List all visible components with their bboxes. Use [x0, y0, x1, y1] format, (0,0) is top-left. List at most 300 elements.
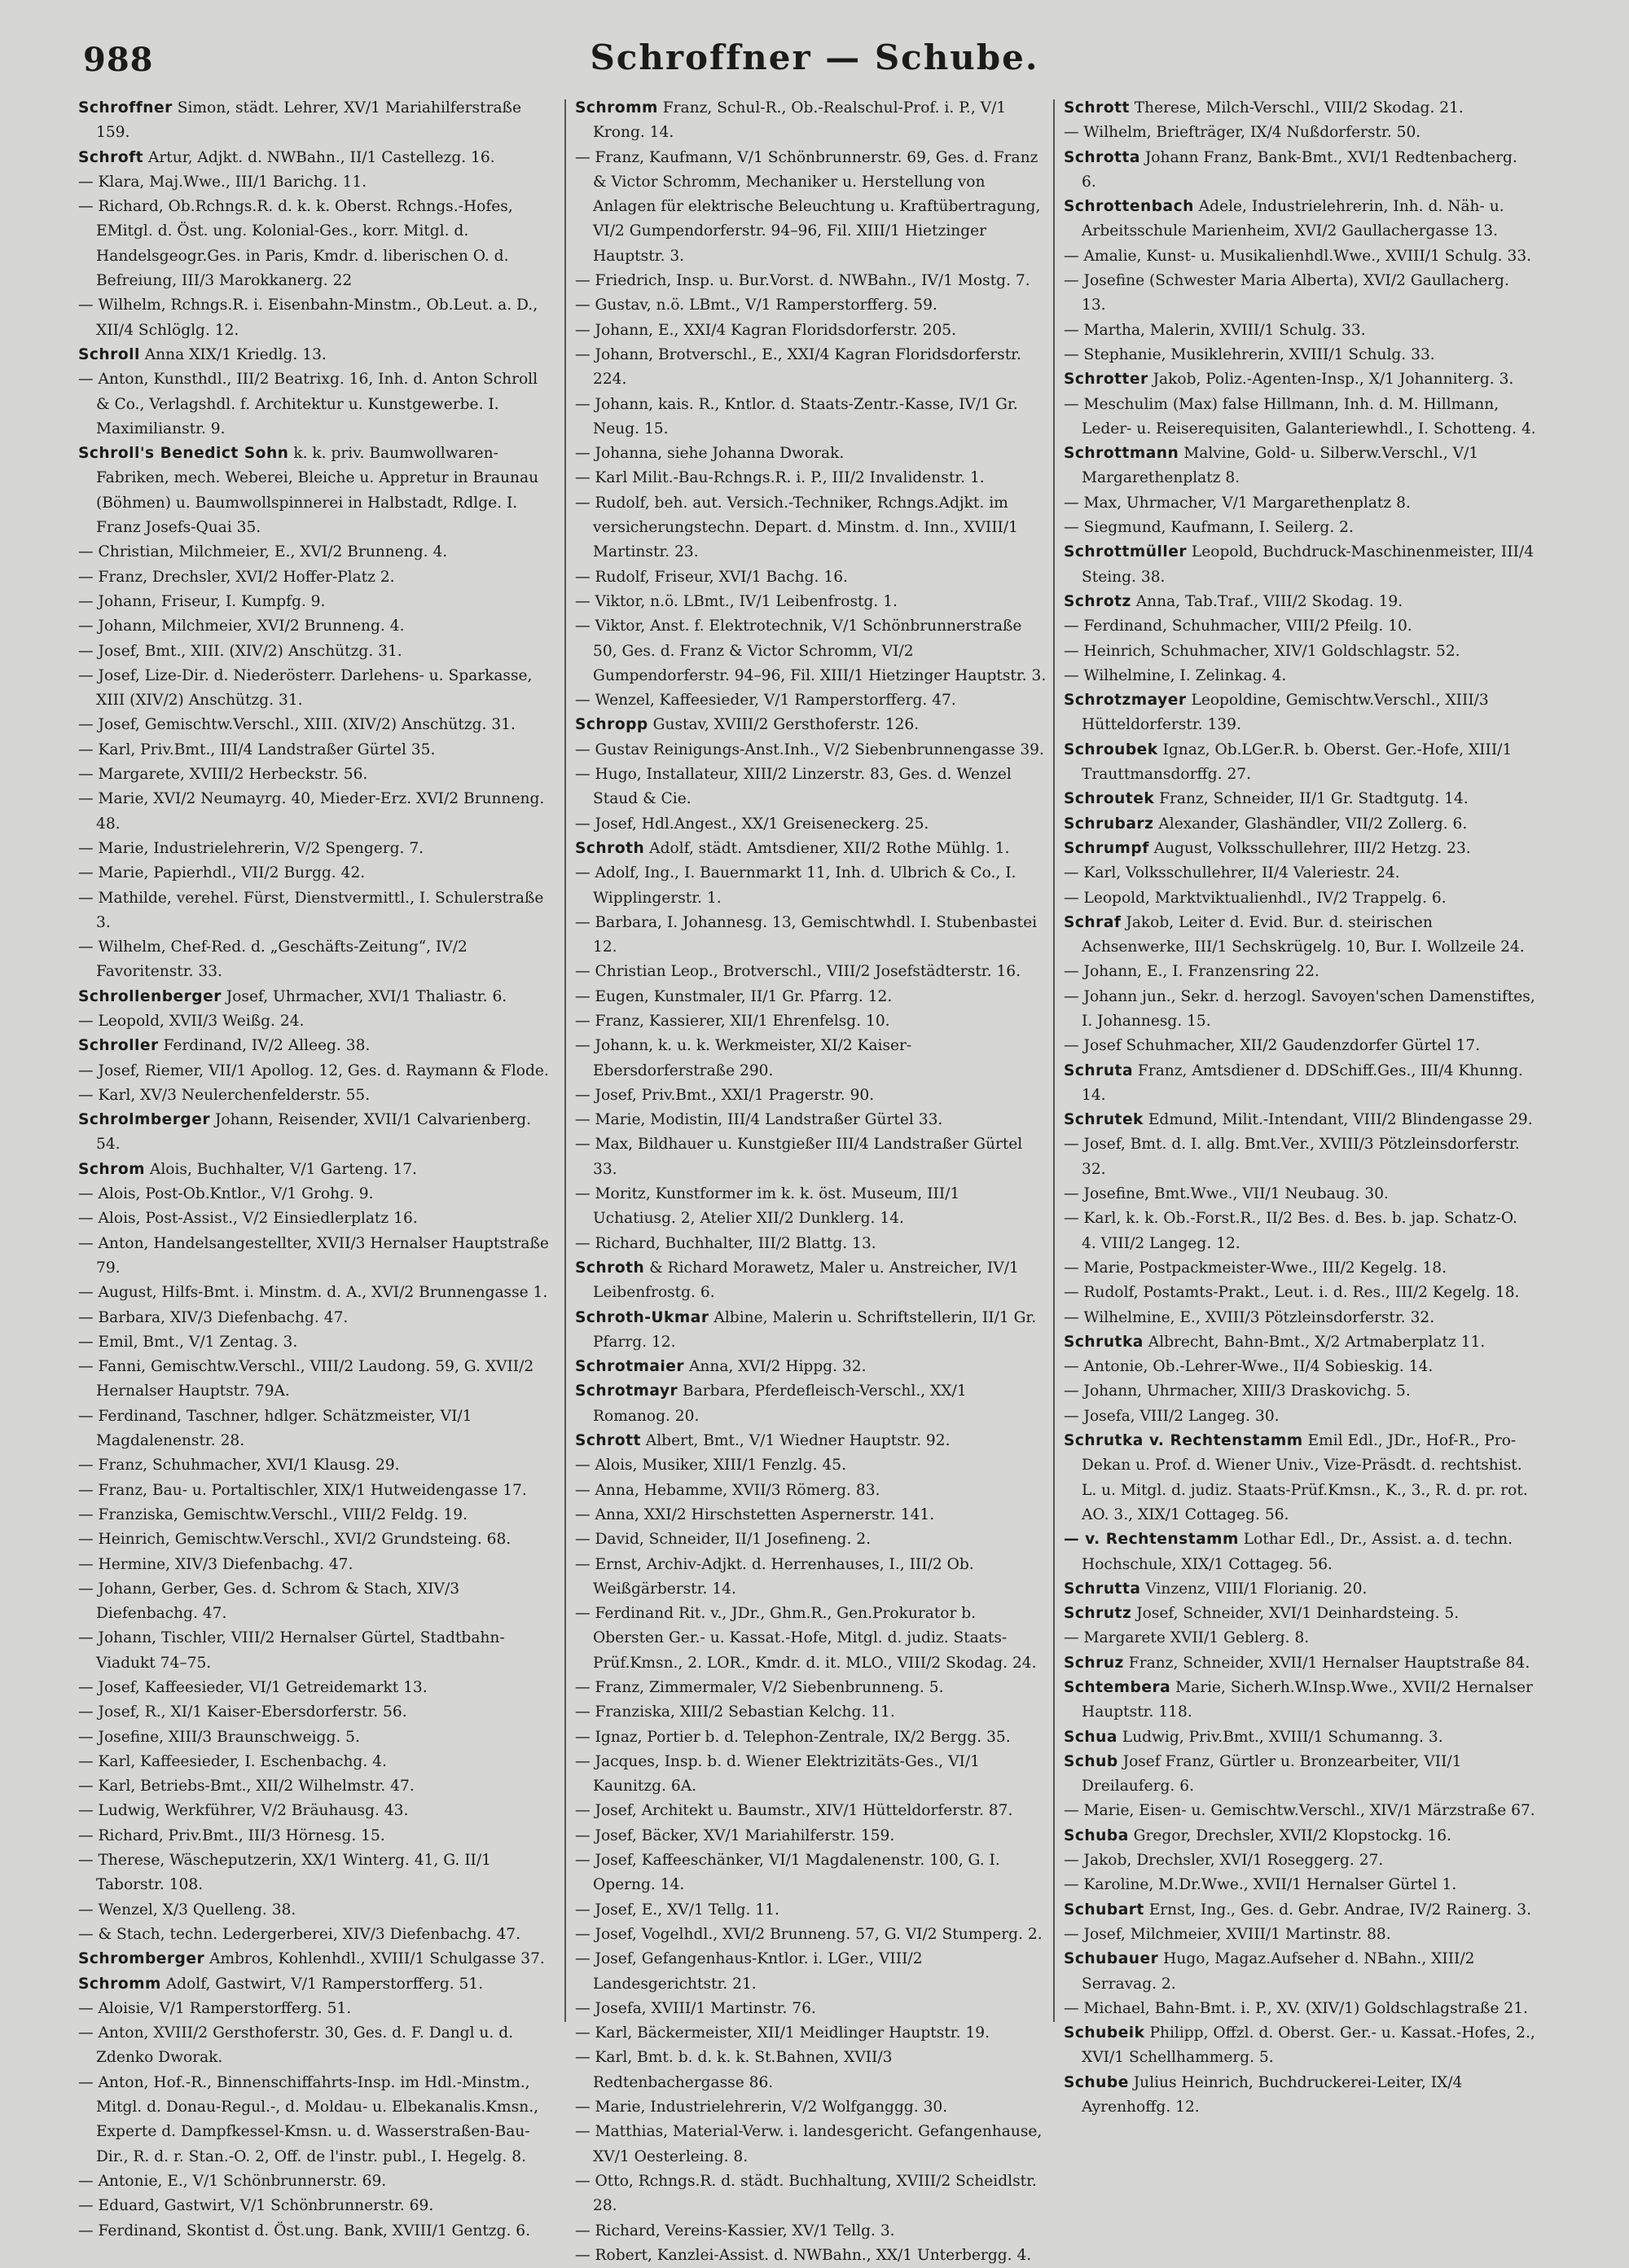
entry-text: — Antonie, E., V/1 Schönbrunnerstr. 69. — [78, 2172, 387, 2190]
entry-surname: Schromberger — [78, 1950, 205, 1968]
entry-text: — Anton, XVIII/2 Gersthoferstr. 30, Ges. d. F. Dangl u. d. Zdenko Dworak. — [78, 2024, 514, 2067]
directory-entry — [575, 738, 1047, 763]
directory-entry — [575, 565, 1047, 590]
directory-entry — [575, 269, 1047, 293]
directory-entry — [78, 1083, 551, 1108]
entry-text: — Franziska, Gemischtw.Verschl., VIII/2 Feldg. 19. — [78, 1505, 468, 1523]
entry-text: — Karl, Bäckermeister, XII/1 Meidlinger Hauptstr. 19. — [575, 2024, 990, 2042]
entry-text: — Josef, Kaffeesieder, VI/1 Getreidemarkt 13. — [78, 1679, 428, 1696]
entry-surname: Schromm — [78, 1975, 161, 1993]
directory-entry — [575, 96, 1047, 146]
entry-text: — Anna, Hebamme, XVII/3 Römerg. 83. — [575, 1481, 880, 1499]
entry-text: — Johann, Brotverschl., E., XXI/4 Kagran Floridsdorferstr. 224. — [575, 345, 1021, 389]
entry-text: — Johann, Gerber, Ges. d. Schrom & Stach, XIV/3 Diefenbachg. 47. — [78, 1580, 460, 1623]
directory-entry — [575, 1824, 1047, 1848]
directory-entry — [78, 640, 551, 664]
entry-text: & Richard Morawetz, Maler u. Anstreicher, IV/1 Leibenfrostg. 6. — [593, 1259, 1019, 1302]
directory-entry — [1064, 1799, 1536, 1823]
entry-text: — Antonie, Ob.-Lehrer-Wwe., II/4 Sobieskig. 14. — [1064, 1358, 1434, 1376]
entry-text: Leopoldine, Gemischtw.Verschl., XIII/3 Hütteldorferstr. 139. — [1082, 692, 1489, 734]
entry-text: Jakob, Leiter d. Evid. Bur. d. steirischen Achsenwerke, III/1 Sechskrügelg. 10, Bur. I. Wollzeile 24. — [1082, 913, 1525, 956]
entry-text: — Jacques, Insp. b. d. Wiener Elektrizitäts-Ges., VI/1 Kaunitzg. 6A. — [575, 1752, 980, 1796]
directory-entry — [1064, 1108, 1536, 1132]
directory-entry — [575, 614, 1047, 688]
entry-surname: Schrottenbach — [1064, 198, 1194, 216]
directory-entry — [575, 1848, 1047, 1898]
directory-entry — [78, 1182, 551, 1207]
entry-text: — Leopold, XVII/3 Weißg. 24. — [78, 1012, 305, 1030]
directory-entry — [1064, 516, 1536, 540]
entry-surname: Schroft — [78, 148, 144, 166]
entry-text: Alois, Buchhalter, V/1 Garteng. 17. — [144, 1160, 417, 1178]
entry-surname: Schrottmüller — [1064, 543, 1188, 561]
directory-entry — [1064, 146, 1536, 196]
directory-entry — [575, 1256, 1047, 1306]
directory-entry — [1064, 590, 1536, 614]
entry-text: — Viktor, n.ö. LBmt., IV/1 Leibenfrostg. 1. — [575, 592, 898, 610]
directory-entry — [78, 1034, 551, 1058]
entry-text: Albert, Bmt., V/1 Wiedner Hauptstr. 92. — [640, 1432, 951, 1450]
entry-surname: Schrotmayr — [575, 1382, 678, 1400]
entry-text: — Therese, Wäscheputzerin, XX/1 Winterg. 41, G. II/1 Taborstr. 108. — [78, 1852, 491, 1894]
directory-entry — [1064, 787, 1536, 811]
directory-entry — [78, 1281, 551, 1305]
entry-text: — Ferdinand Rit. v., JDr., Ghm.R., Gen.Prokurator b. Obersten Ger.- u. Kassat.-Hofe, Mitgl. d. judiz. Staats-Prüf.Kmsn., 2. LOR., Kmdr. d. it. MLO., VIII/2 Skodag. 24. — [575, 1605, 1037, 1672]
directory-entry — [575, 343, 1047, 393]
entry-text: — & Stach, techn. Ledergerberei, XIV/3 Diefenbachg. 47. — [78, 1925, 521, 1943]
directory-entry — [78, 1479, 551, 1503]
directory-entry — [78, 1626, 551, 1676]
entry-text: — Franz, Kaufmann, V/1 Schönbrunnerstr. 69, Ges. d. Franz & Victor Schromm, Mechaniker u. Herstellung von Anlagen für elektrische Beleuchtung u. Kraftübertragung, VI/2 Gumpendorferstr. 94–96, Fil. XIII/1 Hietzinger Hauptstr. 3. — [575, 148, 1041, 265]
entry-text: Anna, XVI/2 Hippg. 32. — [684, 1358, 867, 1376]
directory-entry — [78, 1404, 551, 1454]
column-2 — [575, 96, 1047, 2264]
directory-entry — [78, 195, 551, 293]
column-3 — [1064, 96, 1536, 2116]
entry-text: — Wilhelmine, I. Zelinkag. 4. — [1064, 666, 1287, 684]
entry-text: — Max, Uhrmacher, V/1 Margarethenplatz 8. — [1064, 494, 1411, 512]
directory-entry — [1064, 1824, 1536, 1848]
directory-entry — [1064, 1626, 1536, 1650]
entry-text: — Margarete XVII/1 Geblerg. 8. — [1064, 1629, 1310, 1647]
entry-text: — Josef, Gefangenhaus-Kntlor. i. LGer., VIII/2 Landesgerichtstr. 21. — [575, 1950, 923, 1993]
entry-text: — Max, Bildhauer u. Kunstgießer III/4 Landstraßer Gürtel 33. — [575, 1136, 1023, 1178]
entry-text: — Adolf, Ing., I. Bauernmarkt 11, Inh. d. Ulbrich & Co., I. Wipplingerstr. 1. — [575, 864, 1016, 907]
entry-text: — Josef Schuhmacher, XII/2 Gaudenzdorfer Gürtel 17. — [1064, 1037, 1481, 1055]
entry-text: Marie, Sicherh.W.Insp.Wwe., XVII/2 Hernalser Hauptstr. 118. — [1082, 1679, 1533, 1721]
entry-text: — Wilhelmine, E., XVIII/3 Pötzleinsdorferstr. 32. — [1064, 1308, 1435, 1326]
entry-text: — Richard, Vereins-Kassier, XV/1 Tellg. 3. — [575, 2222, 895, 2239]
directory-entry — [575, 2244, 1047, 2268]
entry-text: Ludwig, Priv.Bmt., XVIII/1 Schumanng. 3. — [1117, 1728, 1443, 1746]
entry-text: Emil Edl., JDr., Hof-R., Pro-Dekan u. Prof. d. Wiener Univ., Vize-Präsdt. d. rechtshist. L. u. Mitgl. d. judiz. Staats-Prüf.Kmsn., K., 3., R. d. pr. rot. AO. 3., XIX/1 Cottageg. 56. — [1082, 1432, 1528, 1523]
directory-entry — [78, 1923, 551, 1947]
entry-text: — Wilhelm, Briefträger, IX/4 Nußdorferstr. 50. — [1064, 124, 1421, 142]
entry-text: — Hugo, Installateur, XIII/2 Linzerstr. 83, Ges. d. Wenzel Staud & Cie. — [575, 766, 1012, 808]
directory-entry — [1064, 738, 1536, 788]
directory-entry — [78, 1553, 551, 1577]
entry-surname: Schub — [1064, 1752, 1118, 1770]
directory-entry — [78, 1108, 551, 1158]
directory-entry — [575, 960, 1047, 984]
entry-surname: Schrutz — [1064, 1605, 1132, 1623]
directory-entry — [1064, 540, 1536, 590]
entry-text: Philipp, Offzl. d. Oberst. Ger.- u. Kassat.-Hofes, 2., XVI/1 Schellhammerg. 5. — [1082, 2024, 1535, 2067]
directory-entry — [575, 1750, 1047, 1800]
entry-text: — Rudolf, Postamts-Prakt., Leut. i. d. Res., III/2 Kegelg. 18. — [1064, 1284, 1520, 1302]
entry-text: — Johann jun., Sekr. d. herzogl. Savoyen'schen Damenstiftes, I. Johannesg. 15. — [1064, 987, 1535, 1030]
entry-text: — Wenzel, Kaffeesieder, V/1 Ramperstorfferg. 47. — [575, 692, 956, 710]
entry-text: — Christian Leop., Brotverschl., VIII/2 Josefstädterstr. 16. — [575, 963, 1021, 981]
entry-text: — Karl, Volksschullehrer, II/4 Valeriestr. 24. — [1064, 864, 1400, 882]
entry-text: — Johann, Milchmeier, XVI/2 Brunneng. 4. — [78, 618, 405, 635]
entry-text: — Ludwig, Werkführer, V/2 Bräuhausg. 43. — [78, 1802, 409, 1820]
directory-entry — [1064, 1256, 1536, 1281]
directory-entry — [1064, 911, 1536, 960]
entry-text: k. k. priv. Baumwollwaren-Fabriken, mech. Weberei, Bleiche u. Appretur in Braunau (Böhmen) u. Baumwollspinnerei in Halbstadt, Rdlge. I. Franz Josefs-Quai 35. — [96, 445, 539, 537]
entry-text: Ernst, Ing., Ges. d. Gebr. Andrae, IV/2 Rainerg. 3. — [1144, 1901, 1531, 1919]
directory-entry — [1064, 1527, 1536, 1577]
entry-text: — Josef, Hdl.Angest., XX/1 Greiseneckerg. 25. — [575, 815, 929, 833]
entry-text: — Eduard, Gastwirt, V/1 Schönbrunnerstr. 69. — [78, 2197, 434, 2215]
directory-entry — [575, 1108, 1047, 1132]
entry-text: — Josef, Priv.Bmt., XXI/1 Pragerstr. 90. — [575, 1086, 875, 1104]
entry-text: — Alois, Post-Ob.Kntlor., V/1 Grohg. 9. — [78, 1185, 374, 1203]
directory-entry — [575, 1947, 1047, 1997]
entry-surname: Schroubek — [1064, 741, 1158, 758]
entry-text: — Josef, Bmt. d. I. allg. Bmt.Ver., XVIII/3 Pötzleinsdorferstr. 32. — [1064, 1136, 1520, 1178]
entry-text: — Richard, Priv.Bmt., III/3 Hörnesg. 15. — [78, 1826, 385, 1844]
directory-entry — [78, 146, 551, 170]
entry-text: — Matthias, Material-Verw. i. landesgericht. Gefangenhause, XV/1 Oesterleing. 8. — [575, 2123, 1043, 2165]
directory-entry — [1064, 664, 1536, 688]
entry-text: Johann Franz, Bank-Bmt., XVI/1 Redtenbacherg. 6. — [1082, 148, 1517, 191]
entry-text: — Johann, E., I. Franzensring 22. — [1064, 963, 1319, 981]
entry-surname: Schroth-Ukmar — [575, 1308, 709, 1326]
directory-entry — [575, 491, 1047, 565]
entry-surname: Schuba — [1064, 1826, 1129, 1844]
entry-text: Gustav, XVIII/2 Gersthoferstr. 126. — [648, 716, 920, 734]
directory-entry — [78, 96, 551, 146]
entry-text: — Anton, Hof.-R., Binnenschiffahrts-Insp. im Hdl.-Minstm., Mitgl. d. Donau-Regul.-, d. Moldau- u. Elbekanalis.Kmsn., Experte d. Dampfkessel-Kmsn. u. d. Wasserstraßen-Bau-Dir., R. d. r. Stan.-O. 2, Off. de l'instr. publ., I. Hegelg. 8. — [78, 2073, 539, 2165]
directory-entry — [1064, 886, 1536, 911]
entry-text: Anna XIX/1 Kriedlg. 13. — [139, 345, 327, 363]
entry-text: — Johann, E., XXI/4 Kagran Floridsdorferstr. 205. — [575, 321, 957, 339]
entry-surname: Schrotmaier — [575, 1358, 685, 1376]
directory-entry — [1064, 1429, 1536, 1527]
directory-entry — [575, 1034, 1047, 1083]
directory-entry — [575, 590, 1047, 614]
entry-text: Barbara, Pferdefleisch-Verschl., XX/1 Romanog. 20. — [593, 1382, 967, 1425]
entry-text: — Ferdinand, Taschner, hdlger. Schätzmeister, VI/1 Magdalenenstr. 28. — [78, 1407, 472, 1450]
directory-entry — [1064, 195, 1536, 244]
directory-entry — [1064, 1602, 1536, 1626]
directory-entry — [1064, 319, 1536, 343]
entry-text: — Mathilde, verehel. Fürst, Dienstvermittl., I. Schulerstraße 3. — [78, 889, 544, 931]
directory-entry — [1064, 1379, 1536, 1404]
directory-entry — [575, 1527, 1047, 1552]
entry-text: — Marie, XVI/2 Neumayrg. 40, Mieder-Erz. XVI/2 Brunneng. 48. — [78, 790, 545, 833]
directory-entry — [575, 293, 1047, 318]
directory-entry — [1064, 614, 1536, 639]
entry-text: — Josef, E., XV/1 Tellg. 11. — [575, 1901, 779, 1919]
entry-text: Albine, Malerin u. Schriftstellerin, II/1 Gr. Pfarrg. 12. — [593, 1308, 1037, 1351]
entry-text: — Christian, Milchmeier, E., XVI/2 Brunneng. 4. — [78, 543, 448, 561]
entry-text: — Marie, Papierhdl., VII/2 Burgg. 42. — [78, 864, 366, 882]
entry-surname: Schrotter — [1064, 371, 1148, 389]
entry-surname: Schrolmberger — [78, 1111, 211, 1129]
entry-text: — Marie, Industrielehrerin, V/2 Spengerg. 7. — [78, 839, 424, 857]
directory-entry — [575, 763, 1047, 812]
directory-entry — [78, 1503, 551, 1527]
directory-entry — [1064, 491, 1536, 516]
entry-text: — Margarete, XVIII/2 Herbeckstr. 56. — [78, 766, 368, 784]
directory-entry — [1064, 367, 1536, 392]
directory-entry — [78, 985, 551, 1009]
entry-text: — Josef, Bäcker, XV/1 Mariahilferstr. 159. — [575, 1826, 895, 1844]
entry-surname: Schroll's Benedict Sohn — [78, 445, 289, 463]
directory-entry — [575, 319, 1047, 343]
directory-entry — [575, 2046, 1047, 2095]
entry-text: — Karl, Priv.Bmt., III/4 Landstraßer Gürtel 35. — [78, 741, 436, 758]
entry-text: Franz, Schneider, XVII/1 Hernalser Hauptstraße 84. — [1123, 1654, 1530, 1672]
entry-text: — Johanna, siehe Johanna Dworak. — [575, 445, 845, 463]
entry-text: — Karl, Kaffeesieder, I. Eschenbachg. 4. — [78, 1752, 387, 1770]
entry-surname: Schrollenberger — [78, 987, 222, 1005]
entry-text: — Josef, Kaffeeschänker, VI/1 Magdalenenstr. 100, G. I. Operng. 14. — [575, 1852, 1000, 1894]
directory-entry — [78, 935, 551, 985]
directory-entry — [575, 1453, 1047, 1478]
directory-entry — [78, 1009, 551, 1034]
directory-entry — [575, 985, 1047, 1009]
entry-text: — Rudolf, beh. aut. Versich.-Techniker, Rchngs.Adjkt. im versicherungstechn. Depart. d. Minstm. d. Inn., XVIII/1 Martinstr. 23. — [575, 494, 1018, 561]
entry-surname: Schromm — [575, 99, 658, 116]
directory-entry — [575, 2219, 1047, 2244]
entry-surname: Schrotz — [1064, 592, 1131, 610]
directory-entry — [575, 1725, 1047, 1750]
page-title: Schroffner — Schube. — [590, 37, 1039, 77]
directory-entry — [1064, 393, 1536, 442]
entry-text: Hugo, Magaz.Aufseher d. NBahn., XIII/2 Serravag. 2. — [1082, 1950, 1475, 1993]
page-number: 988 — [83, 41, 154, 79]
directory-entry — [575, 861, 1047, 911]
column-divider — [564, 99, 566, 2022]
directory-entry — [575, 442, 1047, 466]
entry-text: — Josef, Gemischtw.Verschl., XIII. (XIV/2) Anschützg. 31. — [78, 716, 516, 734]
entry-text: — Josef, Riemer, VII/1 Apollog. 12, Ges. d. Raymann & Flode. — [78, 1061, 549, 1079]
directory-entry — [78, 1232, 551, 1281]
entry-surname: Schrumpf — [1064, 839, 1149, 857]
entry-text: August, Volksschullehrer, III/2 Hetzg. 23. — [1148, 839, 1471, 857]
entry-text: — Heinrich, Gemischtw.Verschl., XVI/2 Grundsteing. 68. — [78, 1531, 512, 1549]
entry-text: Ignaz, Ob.LGer.R. b. Oberst. Ger.-Hofe, XIII/1 Trauttmansdorffg. 27. — [1082, 741, 1513, 784]
entry-text: — Ferdinand, Skontist d. Öst.ung. Bank, XVIII/1 Gentzg. 6. — [78, 2222, 531, 2239]
entry-surname: Schruz — [1064, 1654, 1124, 1672]
directory-entry — [575, 911, 1047, 960]
directory-entry — [78, 2071, 551, 2169]
entry-surname: Schrutek — [1064, 1111, 1144, 1129]
entry-text: Vinzenz, VIII/1 Florianig. 20. — [1140, 1580, 1368, 1598]
directory-entry — [575, 1379, 1047, 1429]
directory-entry — [575, 1009, 1047, 1034]
entry-text: — Gustav, n.ö. LBmt., V/1 Ramperstorfferg. 59. — [575, 297, 937, 314]
directory-entry — [78, 170, 551, 195]
entry-text: Ambros, Kohlenhdl., XVIII/1 Schulgasse 37. — [204, 1950, 545, 1968]
directory-entry — [1064, 1898, 1536, 1923]
entry-text: — Karl, Bmt. b. d. k. k. St.Bahnen, XVII/3 Redtenbachergasse 86. — [575, 2049, 893, 2091]
directory-entry — [78, 886, 551, 936]
entry-surname: Schube — [1064, 2073, 1129, 2091]
entry-text: Julius Heinrich, Buchdruckerei-Leiter, IX/4 Ayrenhoffg. 12. — [1082, 2073, 1463, 2116]
entry-text: — Karl, XV/3 Neulerchenfelderstr. 55. — [78, 1086, 371, 1104]
directory-entry — [78, 2021, 551, 2071]
entry-text: — Anton, Handelsangestellter, XVII/3 Hernalser Hauptstraße 79. — [78, 1234, 549, 1277]
entry-text: Franz, Amtsdiener d. DDSchiff.Ges., III/4 Khunng. 14. — [1082, 1061, 1523, 1104]
entry-text: — Marie, Industrielehrerin, V/2 Wolfganggg. 30. — [575, 2099, 948, 2116]
entry-text: Adolf, städt. Amtsdiener, XII/2 Rothe Mühlg. 1. — [644, 839, 1010, 857]
entry-text: — Josefine (Schwester Maria Alberta), XVI/2 Gaullacherg. 13. — [1064, 272, 1509, 314]
entry-text: — Josef, Architekt u. Baumstr., XIV/1 Hütteldorferstr. 87. — [575, 1802, 1013, 1820]
entry-text: Josef, Uhrmacher, XVI/1 Thaliastr. 6. — [221, 987, 507, 1005]
entry-text: — Josef, Bmt., XIII. (XIV/2) Anschützg. 31. — [78, 642, 402, 660]
directory-entry — [575, 1799, 1047, 1823]
entry-text: — Marie, Postpackmeister-Wwe., III/2 Kegelg. 18. — [1064, 1259, 1447, 1277]
entry-text: — Ignaz, Portier b. d. Telephon-Zentrale, IX/2 Bergg. 35. — [575, 1728, 1011, 1746]
directory-entry — [78, 2194, 551, 2218]
directory-entry — [1064, 244, 1536, 269]
directory-entry — [575, 466, 1047, 490]
entry-text: — Michael, Bahn-Bmt. i. P., XV. (XIV/1) Goldschlagstraße 21. — [1064, 1999, 1528, 2017]
entry-text: — Friedrich, Insp. u. Bur.Vorst. d. NWBahn., IV/1 Mostg. 7. — [575, 272, 1030, 290]
entry-surname: Schrott — [1064, 99, 1130, 116]
entry-text: — Martha, Malerin, XVIII/1 Schulg. 33. — [1064, 321, 1366, 339]
entry-surname: Schroth — [575, 1259, 645, 1277]
entry-surname: Schrom — [78, 1160, 145, 1178]
entry-surname: Schraf — [1064, 913, 1122, 931]
entry-surname: Schropp — [575, 716, 648, 734]
directory-entry — [78, 1848, 551, 1898]
directory-entry — [1064, 1355, 1536, 1379]
entry-text: — Richard, Buchhalter, III/2 Blattg. 13. — [575, 1234, 876, 1252]
directory-entry — [575, 2169, 1047, 2219]
entry-text: — Josef, Lize-Dir. d. Niederösterr. Darlehens- u. Sparkasse, XIII (XIV/2) Anschützg. 31. — [78, 666, 533, 710]
entry-text: Therese, Milch-Verschl., VIII/2 Skodag. 21. — [1129, 99, 1464, 116]
entry-text: — Meschulim (Max) false Hillmann, Inh. d. M. Hillmann, Leder- u. Reiserequisiten, Galanteriewhdl., I. Schotteng. 4. — [1064, 395, 1536, 437]
directory-entry — [78, 763, 551, 787]
directory-entry — [575, 1700, 1047, 1725]
entry-text: — Wenzel, X/3 Quelleng. 38. — [78, 1901, 296, 1919]
entry-text: Johann, Reisender, XVII/1 Calvarienberg. 54. — [96, 1111, 532, 1154]
entry-surname: — v. Rechtenstamm — [1064, 1531, 1239, 1549]
directory-entry — [1064, 1577, 1536, 1602]
directory-entry — [575, 2021, 1047, 2046]
page-header — [0, 29, 1629, 94]
entry-text: — Jakob, Drechsler, XVI/1 Roseggerg. 27. — [1064, 1852, 1384, 1870]
directory-entry — [1064, 1676, 1536, 1725]
entry-surname: Schruta — [1064, 1061, 1133, 1079]
directory-entry — [1064, 1873, 1536, 1897]
entry-text: — Stephanie, Musiklehrerin, XVIII/1 Schulg. 33. — [1064, 345, 1435, 363]
directory-entry — [575, 2095, 1047, 2120]
entry-text: — Gustav Reinigungs-Anst.Inh., V/2 Siebenbrunnengasse 39. — [575, 741, 1044, 758]
entry-text: — Karoline, M.Dr.Wwe., XVII/1 Hernalser Gürtel 1. — [1064, 1876, 1457, 1894]
directory-entry — [575, 1306, 1047, 1356]
entry-surname: Schrott — [575, 1432, 641, 1450]
entry-surname: Schroutek — [1064, 790, 1155, 808]
entry-text: — Franz, Bau- u. Portaltischler, XIX/1 Hutweidengasse 17. — [78, 1481, 527, 1499]
entry-text: — Wilhelm, Chef-Red. d. „Geschäfts-Zeitung“, IV/2 Favoritenstr. 33. — [78, 938, 468, 981]
directory-entry — [78, 1824, 551, 1848]
directory-entry — [78, 1972, 551, 1997]
column-1 — [78, 96, 551, 2239]
directory-entry — [1064, 1281, 1536, 1305]
directory-entry — [575, 1132, 1047, 1182]
entry-text: — Josefine, Bmt.Wwe., VII/1 Neubaug. 30. — [1064, 1185, 1389, 1203]
directory-entry — [78, 1158, 551, 1182]
directory-entry — [575, 812, 1047, 837]
entry-text: — Marie, Modistin, III/4 Landstraßer Gürtel 33. — [575, 1111, 943, 1129]
entry-text: — Alois, Post-Assist., V/2 Einsiedlerplatz 16. — [78, 1210, 418, 1228]
directory-entry — [575, 1997, 1047, 2021]
entry-surname: Schubeik — [1064, 2024, 1145, 2042]
directory-entry — [575, 1923, 1047, 1947]
entry-text: — Ernst, Archiv-Adjkt. d. Herrenhauses, I., III/2 Ob. Weißgärberstr. 14. — [575, 1555, 974, 1598]
directory-entry — [575, 1083, 1047, 1108]
directory-entry — [1064, 1306, 1536, 1330]
directory-entry — [78, 2219, 551, 2244]
entry-text: — Amalie, Kunst- u. Musikalienhdl.Wwe., XVIII/1 Schulg. 33. — [1064, 247, 1532, 265]
entry-surname: Schrutka — [1064, 1333, 1144, 1351]
entry-text: Alexander, Glashändler, VII/2 Zollerg. 6. — [1153, 815, 1468, 833]
directory-entry — [78, 1676, 551, 1700]
directory-entry — [78, 1355, 551, 1404]
entry-text: — Marie, Eisen- u. Gemischtw.Verschl., XIV/1 Märzstraße 67. — [1064, 1802, 1535, 1820]
directory-entry — [575, 1182, 1047, 1232]
directory-entry — [78, 1898, 551, 1923]
entry-text: — Barbara, I. Johannesg. 13, Gemischtwhdl. I. Stubenbastei 12. — [575, 913, 1038, 956]
entry-text: — Anna, XXI/2 Hirschstetten Aspernerstr. 141. — [575, 1505, 935, 1523]
entry-text: Josef Franz, Gürtler u. Bronzearbeiter, VII/1 Dreilauferg. 6. — [1082, 1752, 1462, 1796]
directory-entry — [575, 1355, 1047, 1379]
entry-text: Franz, Schul-R., Ob.-Realschul-Prof. i. P., V/1 Krong. 14. — [593, 99, 1007, 142]
directory-entry — [78, 2169, 551, 2194]
entry-text: Anna, Tab.Traf., VIII/2 Skodag. 19. — [1131, 592, 1403, 610]
directory-entry — [575, 1602, 1047, 1676]
entry-surname: Schrottmann — [1064, 445, 1179, 463]
directory-entry — [78, 1997, 551, 2021]
directory-entry — [1064, 1651, 1536, 1676]
entry-text: — Aloisie, V/1 Ramperstorfferg. 51. — [78, 1999, 352, 2017]
entry-text: — Ferdinand, Schuhmacher, VIII/2 Pfeilg. 10. — [1064, 618, 1412, 635]
directory-entry — [78, 1947, 551, 1971]
entry-text: — Rudolf, Friseur, XVI/1 Bachg. 16. — [575, 568, 848, 586]
entry-text: — Franziska, XIII/2 Sebastian Kelchg. 11. — [575, 1703, 895, 1721]
entry-surname: Schtembera — [1064, 1679, 1171, 1696]
entry-text: — Josef, R., XI/1 Kaiser-Ebersdorferstr. 56. — [78, 1703, 407, 1721]
directory-entry — [78, 664, 551, 714]
directory-entry — [78, 565, 551, 590]
entry-text: — Otto, Rchngs.R. d. städt. Buchhaltung, XVIII/2 Scheidlstr. 28. — [575, 2172, 1037, 2215]
directory-entry — [1064, 1848, 1536, 1873]
directory-entry — [78, 1453, 551, 1478]
directory-entry — [575, 1503, 1047, 1527]
directory-entry — [78, 861, 551, 886]
entry-surname: Schroll — [78, 345, 140, 363]
entry-surname: Schubauer — [1064, 1950, 1159, 1968]
directory-entry — [1064, 640, 1536, 664]
entry-text: Simon, städt. Lehrer, XV/1 Mariahilferstraße 159. — [96, 99, 521, 142]
entry-text: Ferdinand, IV/2 Alleeg. 38. — [158, 1037, 371, 1055]
